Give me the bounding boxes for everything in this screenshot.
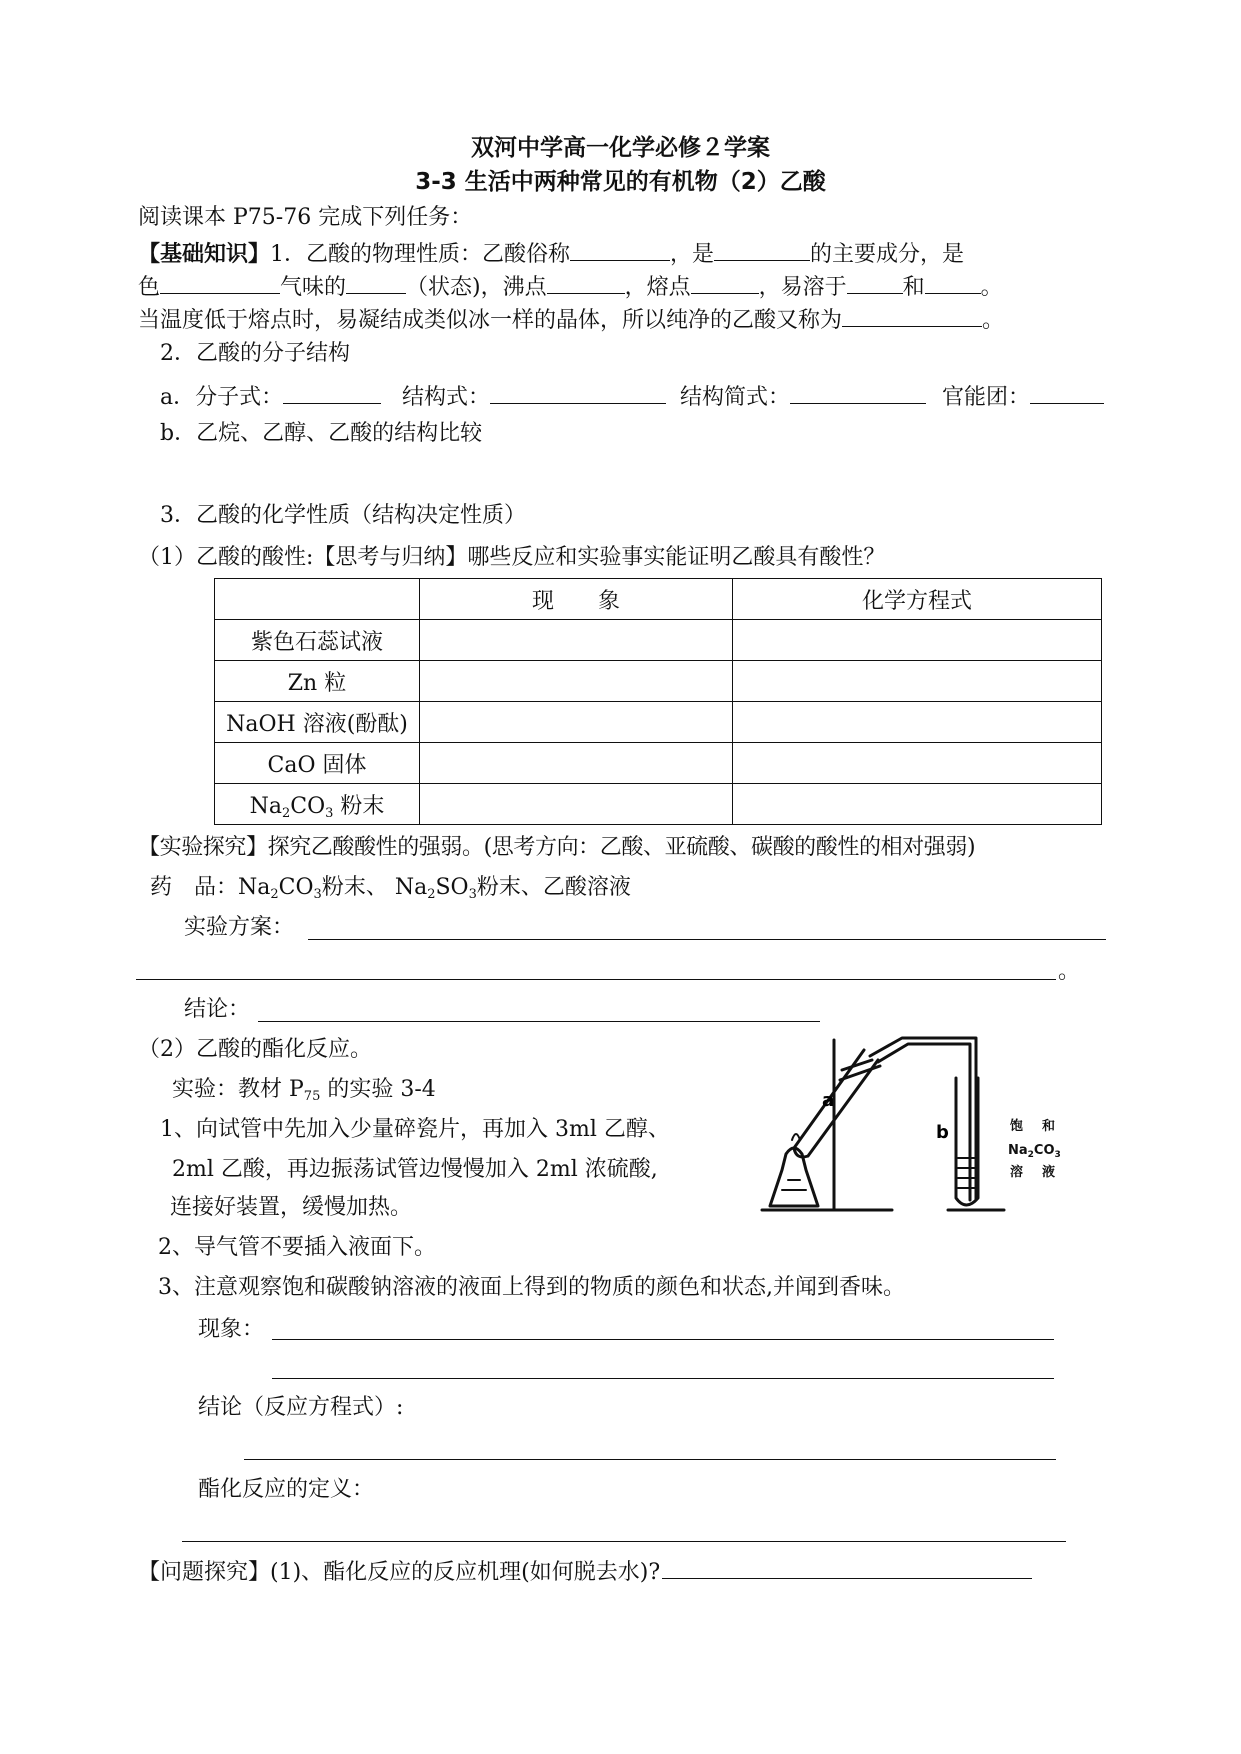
phenomenon-cell[interactable] xyxy=(420,661,733,702)
phenomenon-blank-1[interactable] xyxy=(272,1339,1054,1340)
equation-cell[interactable] xyxy=(733,620,1102,661)
soluble-in-blank-1[interactable] xyxy=(847,271,903,294)
solution-label-5: 液 xyxy=(1042,1165,1056,1180)
plan-period: 。 xyxy=(1058,959,1081,984)
structure-line-a: a．分子式： xyxy=(160,381,381,412)
basic-line-2: 色 气味的 （状态)，沸点 ，熔点 ，易溶于 和 。 xyxy=(138,271,1003,302)
conclusion-label: 结论： xyxy=(184,997,251,1022)
basic-knowledge-tag: 【基础知识】 xyxy=(138,242,271,267)
delivery-tube xyxy=(870,1038,976,1200)
acidity-table xyxy=(214,578,1102,825)
plan-blank-2[interactable] xyxy=(136,979,1056,980)
condensed-formula-label: 结构简式： xyxy=(680,381,926,412)
section-3-heading: 3．乙酸的化学性质（结构决定性质） xyxy=(160,503,526,528)
step-1-line-3: 连接好装置，缓慢加热。 xyxy=(170,1195,413,1220)
plan-blank-1[interactable] xyxy=(308,939,1106,940)
reagent-cell: $Na_2CO_3$ 粉末 xyxy=(215,784,420,825)
label-a: a xyxy=(822,1090,835,1111)
reagent-cell: NaOH 溶液(酚酞) xyxy=(215,702,420,743)
solution-label-1: 饱 xyxy=(1010,1119,1024,1134)
phenomenon-cell[interactable] xyxy=(420,702,733,743)
condensed-formula-blank[interactable] xyxy=(790,381,926,404)
boiling-point-blank[interactable] xyxy=(547,271,625,294)
phenomenon-cell[interactable] xyxy=(420,784,733,825)
table-header-cell: 化学方程式 xyxy=(733,579,1102,620)
equation-cell[interactable] xyxy=(733,784,1102,825)
equation-blank[interactable] xyxy=(244,1459,1056,1460)
equation-cell[interactable] xyxy=(733,743,1102,784)
acidity-question: （1）乙酸的酸性:【思考与归纳】哪些反应和实验事实能证明乙酸具有酸性？ xyxy=(138,545,886,570)
table-row xyxy=(215,743,1102,784)
phenomenon-label: 现象： xyxy=(198,1317,265,1342)
structural-formula-blank[interactable] xyxy=(490,381,666,404)
equation-label: 结论（反应方程式）: xyxy=(198,1395,404,1420)
page-subtitle: 3-3 生活中两种常见的有机物（2）乙酸 xyxy=(415,169,826,195)
soluble-in-blank-2[interactable] xyxy=(925,271,981,294)
burner xyxy=(770,1148,818,1206)
mechanism-blank[interactable] xyxy=(662,1556,1032,1579)
common-name-blank[interactable] xyxy=(570,238,670,261)
structure-line-b: b．乙烷、乙醇、乙酸的结构比较 xyxy=(160,421,483,446)
solution-label-4: 溶 xyxy=(1010,1165,1024,1180)
table-row xyxy=(215,661,1102,702)
step-3: 3、注意观察饱和碳酸钠溶液的液面上得到的物质的颜色和状态,并闻到香味。 xyxy=(158,1275,905,1300)
phenomenon-cell[interactable] xyxy=(420,620,733,661)
equation-cell[interactable] xyxy=(733,702,1102,743)
step-1-line-1: 1、向试管中先加入少量碎瓷片，再加入 3ml 乙醇、 xyxy=(160,1117,670,1142)
reagent-cell: 紫色石蕊试液 xyxy=(215,620,420,661)
functional-group-blank[interactable] xyxy=(1030,381,1104,404)
explore-text: 【实验探究】探究乙酸酸性的强弱。(思考方向：乙酸、亚硫酸、碳酸的酸性的相对强弱) xyxy=(138,835,976,860)
drugs-line: 药 品：$Na_2CO_3$粉末、 $Na_2SO_3$粉末、乙酸溶液 xyxy=(150,875,631,902)
equation-cell[interactable] xyxy=(733,661,1102,702)
reagent-cell: CaO 固体 xyxy=(215,743,420,784)
glacial-name-blank[interactable] xyxy=(842,304,982,327)
table-header-row xyxy=(215,579,1102,620)
section-2-heading: 2．乙酸的分子结构 xyxy=(160,341,350,366)
plan-label: 实验方案： xyxy=(184,915,295,940)
solution-label-2: 和 xyxy=(1042,1119,1056,1134)
table-header-cell: 现 象 xyxy=(420,579,733,620)
test-tube xyxy=(794,1050,878,1157)
page-title: 双河中学高一化学必修２学案 xyxy=(471,135,770,161)
flame xyxy=(792,1134,800,1140)
functional-group-label: 官能团： xyxy=(942,381,1104,412)
phenomenon-cell[interactable] xyxy=(420,743,733,784)
basic-line-1: 【基础知识】1．乙酸的物理性质：乙酸俗称 ，是 的主要成分，是 xyxy=(138,238,964,269)
step-2: 2、导气管不要插入液面下。 xyxy=(158,1235,436,1260)
main-component-blank[interactable] xyxy=(714,238,810,261)
label-b: b xyxy=(936,1122,949,1143)
intro-text: 阅读课本 P75-76 完成下列任务： xyxy=(138,205,473,230)
table-row xyxy=(215,620,1102,661)
state-blank[interactable] xyxy=(346,271,406,294)
step-1-line-2: 2ml 乙酸，再边振荡试管边慢慢加入 2ml 浓硫酸, xyxy=(172,1157,658,1182)
experiment-ref: 实验：教材 $P_{75}$ 的实验 3-4 xyxy=(172,1077,436,1104)
table-row xyxy=(215,702,1102,743)
solution-label-3: $Na_2CO_3$ xyxy=(1008,1143,1061,1160)
phenomenon-blank-2[interactable] xyxy=(272,1378,1054,1379)
molecular-formula-blank[interactable] xyxy=(283,381,381,404)
table-header-cell xyxy=(215,579,420,620)
reagent-cell: Zn 粒 xyxy=(215,661,420,702)
melting-point-blank[interactable] xyxy=(691,271,759,294)
structural-formula-label: 结构式： xyxy=(402,381,666,412)
conclusion-blank[interactable] xyxy=(258,1021,820,1022)
definition-label: 酯化反应的定义： xyxy=(198,1477,375,1502)
definition-blank[interactable] xyxy=(182,1541,1066,1542)
esterification-apparatus-diagram xyxy=(752,1030,1082,1215)
table-row xyxy=(215,784,1102,825)
ester-heading: （2）乙酸的酯化反应。 xyxy=(138,1037,372,1062)
basic-line-3: 当温度低于熔点时，易凝结成类似冰一样的晶体，所以纯净的乙酸又称为 。 xyxy=(138,304,1004,335)
color-blank[interactable] xyxy=(160,271,280,294)
problem-explore: 【问题探究】(1)、酯化反应的反应机理(如何脱去水)? xyxy=(138,1556,1032,1587)
